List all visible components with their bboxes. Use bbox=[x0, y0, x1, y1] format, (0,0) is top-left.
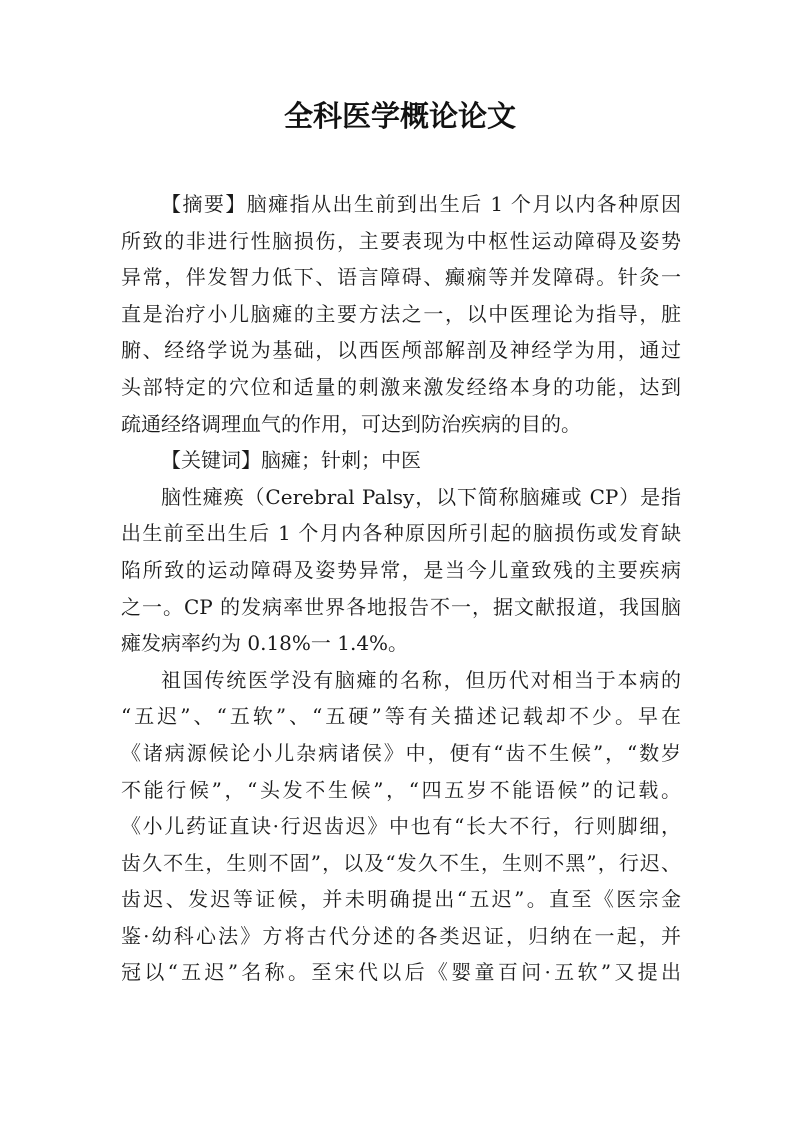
text-line: 直是治疗小儿脑瘫的主要方法之一，以中医理论为指导，脏 bbox=[121, 301, 681, 326]
text-line: 腑、经络学说为基础，以西医颅部解剖及神经学为用，通过 bbox=[121, 338, 681, 363]
text-line: 陷所致的运动障碍及姿势异常，是当今儿童致残的主要疾病 bbox=[121, 557, 681, 582]
text-line: 头部特定的穴位和适量的刺激来激发经络本身的功能，达到 bbox=[121, 374, 681, 399]
text-line: 所致的非进行性脑损伤，主要表现为中枢性运动障碍及姿势 bbox=[121, 228, 681, 253]
text-line: 齿久不生，生则不固”，以及“发久不生，生则不黑”，行迟、 bbox=[121, 850, 681, 875]
cp-definition-paragraph bbox=[121, 479, 681, 662]
text-line: 异常，伴发智力低下、语言障碍、癫痫等并发障碍。针灸一 bbox=[121, 265, 681, 290]
text-line: 瘫发病率约为 0.18%一 1.4%。 bbox=[121, 631, 409, 656]
text-line: 脑性瘫痪（Cerebral Palsy，以下简称脑瘫或 CP）是指 bbox=[161, 484, 681, 509]
tcm-history-paragraph bbox=[121, 662, 681, 991]
document-body bbox=[121, 186, 681, 991]
keywords-paragraph bbox=[121, 442, 681, 479]
abstract-paragraph bbox=[121, 186, 681, 442]
text-line: 鉴·幼科心法》方将古代分述的各类迟证，归纳在一起，并 bbox=[121, 923, 681, 948]
text-line: 祖国传统医学没有脑瘫的名称，但历代对相当于本病的 bbox=[161, 667, 681, 692]
text-line: 冠以“五迟”名称。至宋代以后《婴童百问·五软”又提出 bbox=[121, 960, 681, 985]
text-line: 疏通经络调理血气的作用，可达到防治疾病的目的。 bbox=[121, 411, 581, 436]
text-line: 【摘要】脑瘫指从出生前到出生后 1 个月以内各种原因 bbox=[161, 192, 681, 216]
text-line: “五迟”、“五软”、“五硬”等有关描述记载却不少。早在 bbox=[121, 704, 681, 729]
text-line: 齿迟、发迟等证候，并未明确提出“五迟”。直至《医宗金 bbox=[121, 887, 681, 912]
text-line: 【关键词】脑瘫；针刺；中医 bbox=[161, 448, 421, 473]
text-line: 《诸病源候论小儿杂病诸侯》中，便有“齿不生候”，“数岁 bbox=[121, 740, 681, 765]
text-line: 之一。CP 的发病率世界各地报告不一，据文献报道，我国脑 bbox=[121, 594, 681, 619]
document-title: 全科医学概论论文 bbox=[283, 99, 516, 133]
text-line: 不能行候”，“头发不生候”，“四五岁不能语候”的记载。 bbox=[121, 777, 681, 802]
text-line: 出生前至出生后 1 个月内各种原因所引起的脑损伤或发育缺 bbox=[121, 521, 681, 546]
text-line: 《小儿药证直诀·行迟齿迟》中也有“长大不行，行则脚细， bbox=[121, 814, 681, 839]
